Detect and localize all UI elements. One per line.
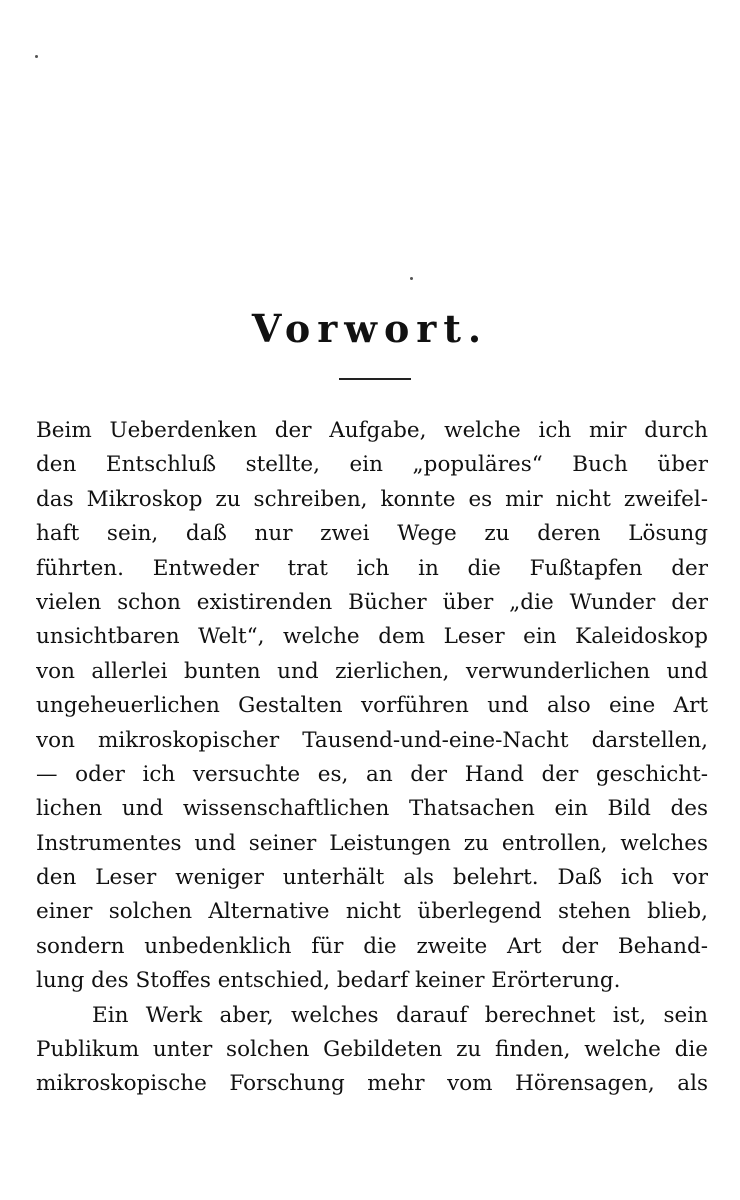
paragraph-1 (36, 414, 708, 999)
text-line: von mikroskopischer Tausend-und-eine-Nacht darstellen, (36, 727, 708, 753)
text-line: lichen und wissenschaftlichen Thatsachen ein Bild des (36, 796, 708, 822)
print-speck (410, 277, 413, 280)
print-speck (35, 55, 38, 58)
text-line: einer solchen Alternative nicht überlegend stehen blieb, (36, 899, 708, 925)
text-line: sondern unbedenklich für die zweite Art der Behand- (36, 933, 708, 959)
text-line: von allerlei bunten und zierlichen, verwunderlichen und (36, 658, 708, 684)
text-line: Beim Ueberdenken der Aufgabe, welche ich mir durch (36, 418, 708, 443)
text-line: ungeheuerlichen Gestalten vorführen und also eine Art (36, 693, 708, 719)
text-line: lung des Stoffes entschied, bedarf keiner Erörterung. (36, 968, 621, 994)
text-line: mikroskopische Forschung mehr vom Hörensagen, als (36, 1071, 708, 1097)
text-line: Ein Werk aber, welches darauf berechnet ist, sein (92, 1002, 708, 1028)
text-line: Publikum unter solchen Gebildeten zu finden, welche die (36, 1037, 708, 1063)
text-line: den Leser weniger unterhält als belehrt. Daß ich vor (36, 865, 708, 891)
heading-divider (339, 378, 411, 380)
text-line: unsichtbaren Welt“, welche dem Leser ein Kaleidoskop (36, 624, 708, 650)
text-line: — oder ich versuchte es, an der Hand der geschicht- (36, 761, 708, 787)
page-heading: Vorwort. (251, 306, 489, 351)
text-line: vielen schon existirenden Bücher über „die Wunder der (36, 589, 708, 615)
paragraph-2 (36, 999, 708, 1102)
body-text (36, 414, 708, 1102)
text-line: den Entschluß stellte, ein „populäres“ Buch über (36, 452, 708, 478)
text-line: haft sein, daß nur zwei Wege zu deren Lösung (36, 521, 708, 547)
text-line: das Mikroskop zu schreiben, konnte es mir nicht zweifel- (36, 486, 708, 512)
text-line: führten. Entweder trat ich in die Fußtapfen der (36, 555, 708, 581)
text-line: Instrumentes und seiner Leistungen zu entrollen, welches (36, 830, 708, 856)
